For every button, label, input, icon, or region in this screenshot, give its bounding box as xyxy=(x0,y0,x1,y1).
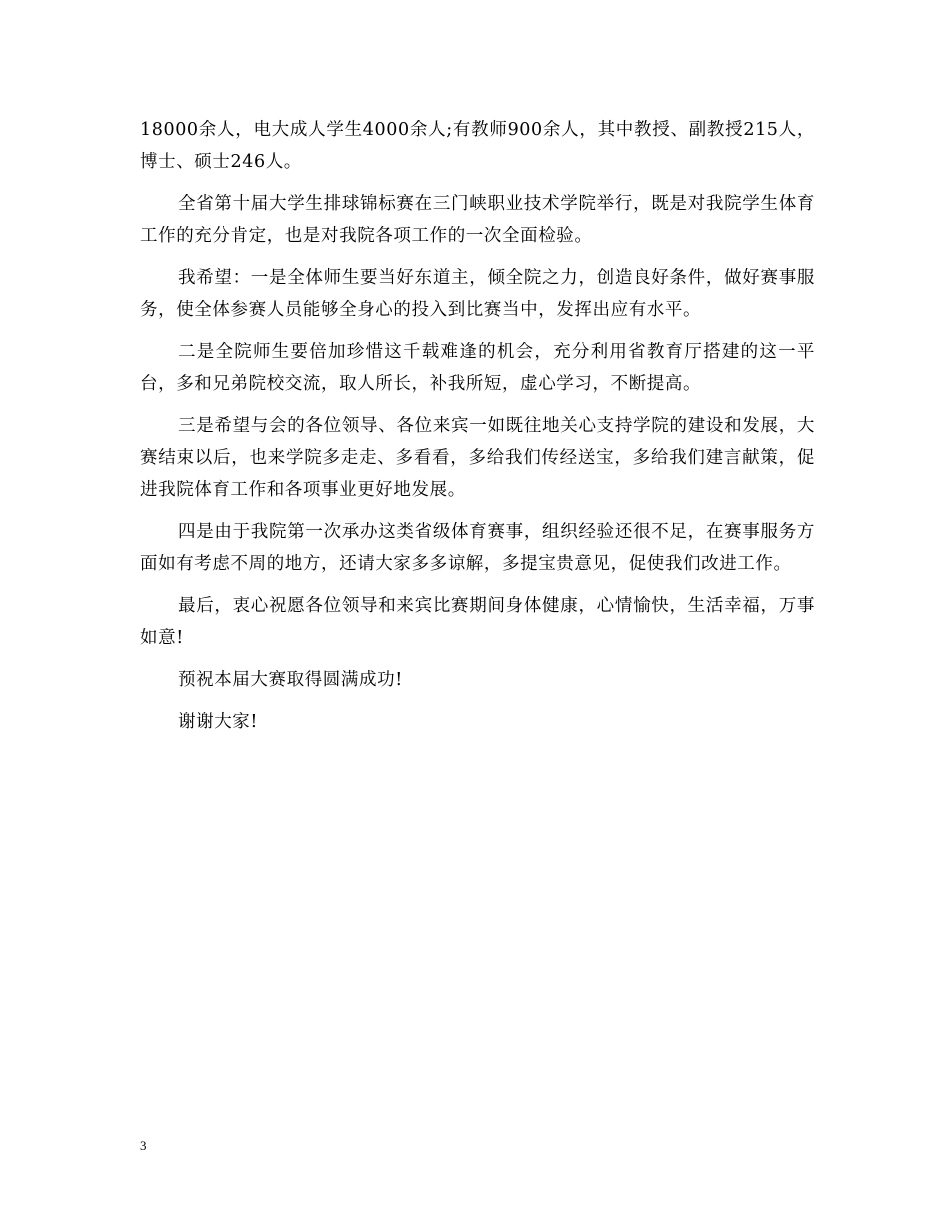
paragraph-3: 我希望：一是全体师生要当好东道主，倾全院之力，创造良好条件，做好赛事服务，使全体参赛人员能够全身心的投入到比赛当中，发挥出应有水平。 xyxy=(140,268,815,320)
paragraph-1: 18000余人，电大成人学生4000余人;有教师900余人，其中教授、副教授215人，博士、硕士246人。 xyxy=(140,120,815,172)
paragraph-7: 最后，衷心祝愿各位领导和来宾比赛期间身体健康，心情愉快，生活幸福，万事如意! xyxy=(140,596,815,648)
paragraph-5: 三是希望与会的各位领导、各位来宾一如既往地关心支持学院的建设和发展，大赛结束以后，也来学院多走走、多看看，多给我们传经送宝，多给我们建言献策，促进我院体育工作和各项事业更好地发展。 xyxy=(140,416,815,500)
paragraph-8: 预祝本届大赛取得圆满成功! xyxy=(178,670,403,690)
page-number: 3 xyxy=(140,1138,147,1153)
document-body xyxy=(140,114,815,748)
paragraph-6: 四是由于我院第一次承办这类省级体育赛事，组织经验还很不足，在赛事服务方面如有考虑不周的地方，还请大家多多谅解，多提宝贵意见，促使我们改进工作。 xyxy=(140,522,815,574)
paragraph-2: 全省第十届大学生排球锦标赛在三门峡职业技术学院举行，既是对我院学生体育工作的充分肯定，也是对我院各项工作的一次全面检验。 xyxy=(140,194,815,246)
paragraph-9: 谢谢大家! xyxy=(178,712,259,732)
paragraph-4: 二是全院师生要倍加珍惜这千载难逢的机会，充分利用省教育厅搭建的这一平台，多和兄弟院校交流，取人所长，补我所短，虚心学习，不断提高。 xyxy=(140,342,815,394)
